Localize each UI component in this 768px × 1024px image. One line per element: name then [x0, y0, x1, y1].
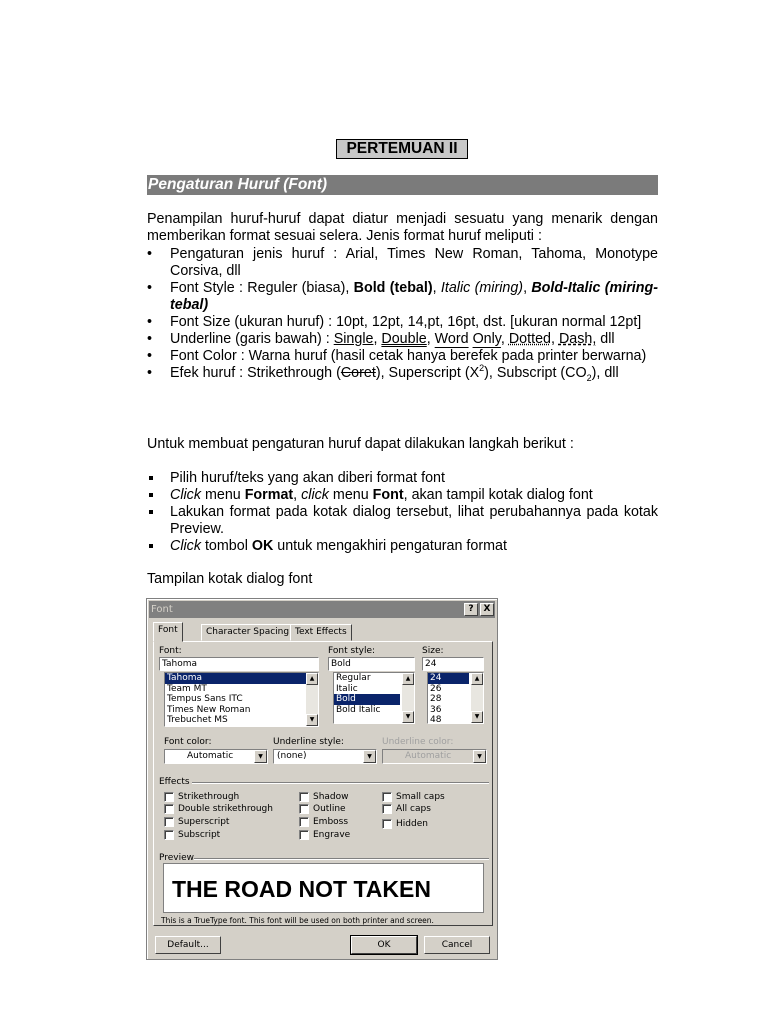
list-item[interactable]: Bold [334, 694, 400, 705]
tab-font[interactable]: Font [153, 622, 183, 642]
step-text: , [293, 487, 302, 503]
intro-paragraph: Penampilan huruf-huruf dapat diatur menjadi sesuatu yang menarik dengan memberikan format sesuai selera. Jenis format huruf meliputi : [147, 211, 658, 244]
bullet-text: Font Style : Reguler (biasa), [170, 280, 354, 296]
checkbox-box[interactable] [164, 804, 174, 814]
list-item[interactable]: Italic [336, 683, 358, 694]
preview-text: THE ROAD NOT TAKEN [172, 876, 431, 902]
checkbox-label: Engrave [313, 830, 351, 840]
bullet-text: Font Color : Warna huruf (hasil cetak hanya berefek pada printer berwarna) [170, 348, 647, 364]
checkbox-label: All caps [396, 804, 431, 814]
italic-sample: Italic (miring) [440, 280, 524, 296]
step-text: tombol [200, 538, 252, 554]
underline-color-value: Automatic [405, 751, 452, 761]
dash-underline-sample: Dash, [558, 331, 597, 347]
scroll-up-icon[interactable]: ▲ [402, 673, 414, 685]
preview-label: Preview [159, 853, 195, 863]
superscript-checkbox[interactable] [164, 816, 229, 828]
dialog-caption: Tampilan kotak dialog font [147, 571, 313, 587]
checkbox-label: Emboss [313, 817, 349, 827]
hidden-checkbox[interactable] [382, 818, 428, 830]
checkbox-label: Double strikethrough [178, 804, 273, 814]
tab-character-spacing[interactable]: Character Spacing [201, 624, 294, 641]
superscript-sample: 2 [479, 363, 485, 374]
bullet-text: Underline (garis bawah) : [170, 331, 334, 347]
list-item [147, 348, 658, 365]
font-style-input[interactable]: Bold [328, 657, 415, 671]
step-text: Click [170, 487, 201, 503]
double-strikethrough-checkbox[interactable] [164, 803, 273, 815]
preview-box [163, 863, 484, 913]
step-text: menu [200, 487, 245, 503]
underline-color-label: Underline color: [382, 737, 454, 747]
section-title: Pengaturan Huruf (Font) [147, 175, 658, 195]
help-button[interactable]: ? [464, 603, 478, 616]
separator: , [432, 280, 441, 296]
engrave-checkbox[interactable] [299, 829, 350, 841]
separator: , [523, 280, 532, 296]
scroll-up-icon[interactable]: ▲ [471, 673, 483, 685]
steps-list [147, 470, 658, 555]
list-item[interactable]: 24 [428, 673, 469, 684]
ok-button[interactable]: OK [351, 936, 417, 954]
scroll-down-icon[interactable]: ▼ [402, 711, 414, 723]
default-button[interactable]: Default... [155, 936, 221, 954]
cancel-button[interactable]: Cancel [424, 936, 490, 954]
bullet-text: Efek huruf : Strikethrough ( [170, 365, 341, 381]
checkbox-box[interactable] [164, 817, 174, 827]
double-underline-sample: Double [381, 331, 427, 347]
divider [194, 858, 489, 860]
font-dialog [146, 598, 498, 960]
font-color-label: Font color: [164, 737, 212, 747]
checkbox-box[interactable] [382, 804, 392, 814]
scrollbar[interactable] [306, 673, 318, 726]
single-underline-sample: Single [333, 331, 374, 347]
underline-style-select[interactable] [273, 749, 377, 764]
bullet-text: dll [596, 331, 615, 347]
step-text: Format [244, 487, 294, 503]
bullet-text: ), Superscript (X [375, 365, 480, 381]
outline-checkbox[interactable] [299, 803, 346, 815]
list-item[interactable]: Tahoma [165, 673, 318, 684]
subscript-checkbox[interactable] [164, 829, 220, 841]
bullet-text: ), dll [591, 365, 619, 381]
checkbox-label: Strikethrough [178, 792, 240, 802]
strikethrough-checkbox[interactable] [164, 791, 239, 803]
step-text: untuk mengakhiri pengaturan format [273, 538, 507, 554]
list-item[interactable]: Regular [336, 673, 371, 683]
list-item[interactable]: Team MT [167, 683, 207, 694]
small-caps-checkbox[interactable] [382, 791, 445, 803]
steps-intro: Untuk membuat pengaturan huruf dapat dilakukan langkah berikut : [147, 436, 574, 452]
bullet-text: Font Size (ukuran huruf) : 10pt, 12pt, 14,pt, 16pt, dst. [ukuran normal 12pt] [170, 314, 642, 330]
font-name-input[interactable]: Tahoma [159, 657, 319, 671]
font-color-value: Automatic [187, 751, 234, 761]
step-text: OK [251, 538, 274, 554]
font-style-list[interactable] [333, 672, 415, 724]
underline-color-select [382, 749, 487, 764]
font-name-list[interactable] [164, 672, 319, 727]
list-item [147, 470, 658, 487]
scrollbar[interactable] [471, 673, 483, 723]
list-item[interactable]: Times New Roman [167, 704, 251, 715]
effects-label: Effects [159, 777, 190, 787]
list-item: • Underline (garis bawah) : Single, Double, Word Only, Dotted, Dash, dll [147, 331, 658, 348]
list-item [147, 314, 658, 331]
checkbox-box[interactable] [299, 817, 309, 827]
font-style-label: Font style: [328, 646, 376, 656]
checkbox-box[interactable] [299, 792, 309, 802]
chevron-down-icon[interactable]: ▼ [363, 750, 376, 763]
list-item [147, 504, 658, 538]
step-text: click [301, 487, 329, 503]
step-text: Click [170, 538, 201, 554]
checkbox-box[interactable] [164, 830, 174, 840]
scroll-up-icon[interactable]: ▲ [306, 673, 318, 685]
subscript-sample: 2 [586, 372, 592, 383]
bullet-text: Pengaturan jenis huruf : Arial, Times New Roman, Tahoma, Monotype Corsiva, dll [170, 246, 658, 279]
dotted-underline-sample: Dotted [508, 331, 551, 347]
scroll-down-icon[interactable]: ▼ [471, 711, 483, 723]
checkbox-box[interactable] [164, 792, 174, 802]
list-item[interactable]: Trebuchet MS [167, 715, 228, 725]
list-item[interactable]: 48 [430, 715, 442, 725]
font-label: Font: [159, 646, 182, 656]
preview-note: This is a TrueType font. This font will be used on both printer and screen. [161, 916, 434, 925]
list-item[interactable]: Tempus Sans ITC [167, 694, 243, 704]
size-list[interactable] [427, 672, 484, 724]
bold-italic-sample: Bold-Italic (miring-tebal) [170, 280, 658, 313]
step-text: Lakukan format pada kotak dialog tersebut, lihat perubahannya pada kotak Preview. [170, 504, 658, 537]
checkbox-label: Small caps [396, 792, 445, 802]
step-text: Font [372, 487, 404, 503]
strikethrough-sample: Coret [340, 365, 376, 381]
dialog-titlebar [149, 601, 495, 618]
checkbox-label: Outline [313, 804, 346, 814]
scrollbar[interactable] [402, 673, 414, 723]
checkbox-label: Shadow [313, 792, 349, 802]
step-text: , akan tampil kotak dialog font [403, 487, 593, 503]
font-color-select[interactable] [164, 749, 268, 764]
underline-style-label: Underline style: [273, 737, 344, 747]
word-underline-sample: Word [434, 331, 469, 347]
checkbox-label: Superscript [178, 817, 230, 827]
page-heading: PERTEMUAN II [336, 139, 468, 159]
list-item [147, 487, 658, 504]
checkbox-box[interactable] [382, 792, 392, 802]
bold-sample: Bold (tebal) [353, 280, 433, 296]
scroll-down-icon[interactable]: ▼ [306, 714, 318, 726]
word-underline-sample: Only [472, 331, 501, 347]
emboss-checkbox[interactable] [299, 816, 348, 828]
dialog-title: Font [151, 604, 173, 615]
format-types-list [147, 246, 658, 382]
bullet-text: ), Subscript (CO [484, 365, 587, 381]
shadow-checkbox[interactable] [299, 791, 349, 803]
list-item [147, 538, 658, 555]
list-item [147, 280, 658, 314]
checkbox-box[interactable] [382, 819, 392, 829]
list-item[interactable]: 26 [430, 683, 442, 694]
divider [192, 782, 489, 784]
list-item [147, 246, 658, 280]
size-label: Size: [422, 646, 444, 656]
checkbox-box[interactable] [299, 830, 309, 840]
underline-style-value: (none) [277, 751, 307, 761]
size-input[interactable]: 24 [422, 657, 484, 671]
checkbox-label: Hidden [396, 819, 428, 829]
list-item[interactable]: Bold Italic [336, 704, 381, 715]
all-caps-checkbox[interactable] [382, 803, 431, 815]
checkbox-label: Subscript [178, 830, 221, 840]
step-text: menu [328, 487, 373, 503]
list-item[interactable]: 36 [430, 704, 442, 715]
tab-text-effects[interactable]: Text Effects [290, 624, 352, 641]
list-item[interactable]: 28 [430, 694, 442, 704]
checkbox-box[interactable] [299, 804, 309, 814]
list-item [147, 365, 658, 382]
chevron-down-icon[interactable]: ▼ [254, 750, 267, 763]
chevron-down-icon: ▼ [473, 750, 486, 763]
close-button[interactable]: X [480, 603, 494, 616]
step-text: Pilih huruf/teks yang akan diberi format font [170, 470, 445, 486]
